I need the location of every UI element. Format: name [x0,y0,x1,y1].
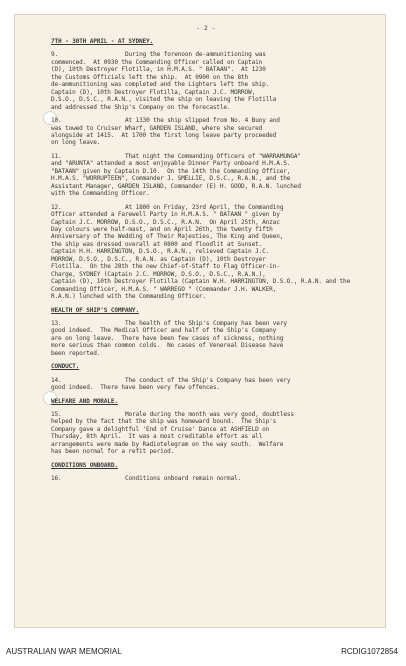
text-line [51,327,367,334]
text-line [51,342,367,349]
line-text: "BATAAN" given by Captain D.10. On the 14th the Commanding Officer, [51,167,291,175]
section-heading: WELFARE AND MORALE. [51,397,118,405]
line-text: has been normal for a refit period. [51,448,175,456]
text-line [51,190,367,197]
paragraph [51,153,367,198]
line-text: helped by the fact that the ship was homeward bound. The Ship's [51,418,277,426]
paragraph-list [51,51,367,300]
text-line [51,286,367,293]
line-text: arrangements were made by Radiotelegram on the way south. Welfare [51,440,284,448]
paragraph [51,51,367,111]
line-text: R.A.N.) lunched with the Commanding Officer. [51,293,206,301]
line-text: commenced. At 0930 the Commanding Officer called on Captain [51,58,263,66]
paragraph-number: 13. [51,319,62,327]
paragraph-number: 10. [51,117,62,125]
line-text: the ship was dressed overall at 0800 and floodlit at Sunset. [51,240,263,248]
paragraph [51,377,367,392]
text-line [51,320,367,327]
text-line [51,475,367,482]
line-text: Thursday, 8th April. It was a most creditable effort as all [51,433,263,441]
line-text: was towed to Cruiser Wharf, GARDEN ISLAND, where she secured [51,124,263,132]
line-text: and addressed the Ship's Company on the forecastle. [51,103,231,111]
section-heading: HEALTH OF SHIP'S COMPANY. [51,306,139,314]
text-line [51,263,367,270]
text-line [51,350,367,357]
text-line [51,219,367,226]
text-line [51,335,367,342]
text-line [51,89,367,96]
line-text: Flotilla. On the 28th the new Chief-of-Staff to Flag Officer-in- [51,263,280,271]
line-text: At 1330 the ship slipped from No. 4 Buoy and [125,117,280,125]
text-line [51,426,367,433]
section-title: 7TH - 30TH APRIL - AT SYDNEY. [51,38,154,45]
text-line [51,117,367,124]
line-text: alongside at 1415. At 1700 the first long leave party proceeded [51,131,277,139]
line-text: Commanding Officer, H.M.A.S. " WARREGO " (Commander J.H. WALKER, [51,285,277,293]
line-text: H.M.A.S. "WORRUPTEEN", Commander J. SMELLIE, D.S.C., R.A.N., and the [51,175,291,183]
text-line [51,441,367,448]
paragraph [51,204,367,301]
footer-source: AUSTRALIAN WAR MEMORIAL [6,647,122,656]
line-text: Morale during the month was very good, doubtless [125,411,294,419]
section-heading: CONDUCT. [51,363,80,371]
text-line [51,293,367,300]
section-list [51,307,367,483]
line-text: The conduct of the Ship's Company has been very [125,376,291,384]
line-text: Charge, SYDNEY (Captain J.C. MORROW, D.S.O., D.S.C., R.A.N.), [51,270,266,278]
line-text: D.S.O., D.S.C., R.A.N., visited the ship on leaving the Flotilla [51,96,277,104]
line-text: de-ammunitioning was completed and the Lighters left the ship. [51,81,270,89]
line-text: Anniversary of the Wedding of Their Majesties, The King and Queen, [51,233,284,241]
text-line [51,66,367,73]
line-text: on long leave. [51,139,101,147]
text-line [51,175,367,182]
text-line [51,125,367,132]
footer-record-id: RCDIG1072854 [341,647,398,656]
line-text: Officer attended a Farewell Party in H.M.A.S. " BATAAN " given by [51,211,280,219]
line-text: MORROW, D.S.O., D.S.C., R.A.N. as Captain (D), 10th Destroyer [51,255,266,263]
line-text: Captain (D), 10th Destroyer Flotilla, Captain J.C. MORROW, [51,88,256,96]
line-text: During the forenoon de-ammunitioning was [125,51,266,59]
paragraph-number: 16. [51,475,62,483]
line-text: with the Commanding Officer. [51,190,150,198]
text-line [51,233,367,240]
line-text: Assistant Manager, GARDEN ISLAND, Commander (E) H. GOOD, R.A.N. lunched [51,182,301,190]
line-text: Day colours were half-mast, and on April 26th, the twenty fifth [51,225,273,233]
text-line [51,104,367,111]
paragraph [51,475,367,482]
text-line [51,81,367,88]
line-text: That night the Commanding Officers of "WARRAMUNGA" [125,152,301,160]
text-line [51,51,367,58]
paragraph-number: 14. [51,376,62,384]
text-line [51,183,367,190]
line-text: Captain J.C. MORROW, D.S.O., D.S.C., R.A.N. On April 25th, Anzac [51,218,280,226]
text-line [51,384,367,391]
text-line [51,377,367,384]
line-text: the Customs Officials left the ship. At 0900 on the 8th [51,73,249,81]
text-line [51,132,367,139]
paragraph-number: 12. [51,203,62,211]
line-text: (D), 10th Destroyer Flotilla, in H.M.A.S. " BATAAN". At 1230 [51,66,266,74]
paragraph-number: 9. [51,51,59,59]
footer [0,628,406,666]
paragraph-number: 11. [51,152,62,160]
text-line [51,96,367,103]
line-text: The health of the Ship's Company has been very [125,319,287,327]
text-line [51,226,367,233]
line-text: Captain H.H. HARRINGTON, D.S.O., R.A.N., relieved Captain J.C. [51,248,270,256]
paragraph-number: 15. [51,411,62,419]
paragraph [51,411,367,456]
text-line [51,241,367,248]
text-line [51,74,367,81]
text-line [51,278,367,285]
text-line [51,271,367,278]
page-number: - 2 - [196,24,216,32]
line-text: good indeed. The Medical Officer and half of the Ship's Company [51,327,277,335]
document-body [51,38,367,489]
text-line [51,418,367,425]
line-text: and "ARUNTA" attended a most enjoyable Dinner Party onboard H.M.A.S. [51,160,291,168]
paragraph [51,117,367,147]
text-line [51,59,367,66]
text-line [51,139,367,146]
text-line [51,211,367,218]
text-line [51,160,367,167]
text-line [51,411,367,418]
text-line [51,448,367,455]
text-line [51,248,367,255]
section-heading: CONDITIONS ONBOARD. [51,461,118,469]
line-text: Captain (D), 10th Destroyer Flotilla (Captain W.H. HARRINGTON, D.S.O., R.A.N. and the [51,278,351,286]
text-line [51,256,367,263]
line-text: Company gave a delightful 'End of Cruise' Dance at ASHFIELD on [51,425,270,433]
line-text: are on long leave. There have been few cases of sickness, nothing [51,334,284,342]
line-text: been reported. [51,349,101,357]
text-line [51,204,367,211]
text-line [51,168,367,175]
text-line [51,433,367,440]
text-line [51,153,367,160]
paragraph [51,320,367,357]
line-text: good indeed. There have been very few offences. [51,384,220,392]
line-text: At 1800 on Friday, 23rd April, the Commanding [125,203,284,211]
line-text: more serious than common colds. No cases of Venereal Disease have [51,342,284,350]
line-text: Conditions onboard remain normal. [125,475,242,483]
